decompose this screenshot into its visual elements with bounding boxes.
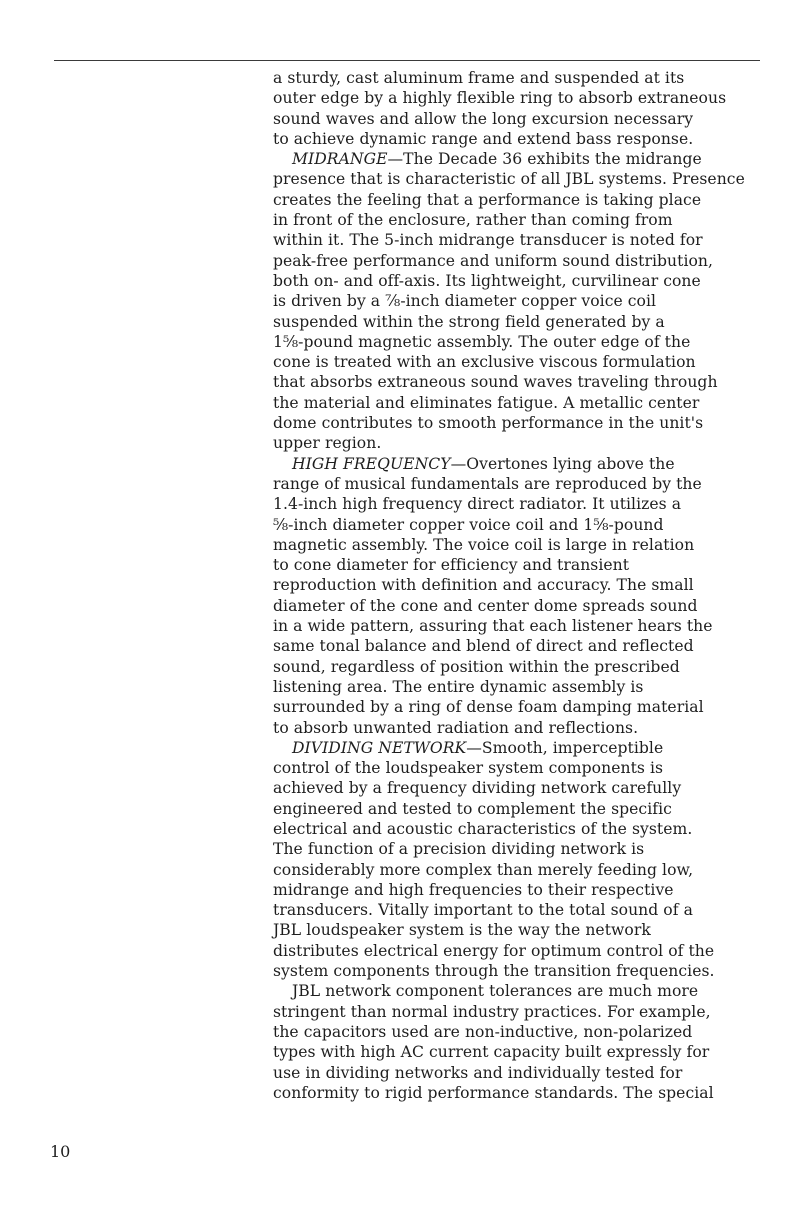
text-line: considerably more complex than merely feeding low,: [273, 860, 694, 879]
text-line: electrical and acoustic characteristics of the system.: [273, 819, 693, 838]
paragraph-network-tolerances: [273, 981, 753, 1103]
text-line: conformity to rigid performance standards. The special: [273, 1083, 714, 1102]
text-line: upper region.: [273, 434, 382, 453]
text-line: [273, 738, 753, 758]
top-rule: [54, 60, 760, 61]
section-heading-midrange: MIDRANGE: [292, 150, 388, 169]
text-line: suspended within the strong field generated by a: [273, 312, 665, 331]
text-line: distributes electrical energy for optimum control of the: [273, 941, 715, 960]
paragraph-dividing-network: [273, 738, 753, 982]
text-line: JBL loudspeaker system is the way the network: [273, 921, 651, 940]
paragraph-high-frequency: [273, 454, 753, 738]
section-heading-high-frequency: HIGH FREQUENCY: [292, 454, 451, 473]
paragraph-woofer-continuation: [273, 68, 753, 149]
text-line: types with high AC current capacity built expressly for: [273, 1043, 710, 1062]
text-line: sound waves and allow the long excursion necessary: [273, 109, 694, 128]
text-line: a sturdy, cast aluminum frame and suspended at its: [273, 69, 685, 87]
text-line: midrange and high frequencies to their respective: [273, 880, 674, 899]
text-line-rest: —Smooth, imperceptible: [466, 738, 664, 757]
text-line: to cone diameter for efficiency and transient: [273, 556, 630, 575]
text-line: 1⅝-pound magnetic assembly. The outer edge of the: [273, 332, 691, 351]
text-line: diameter of the cone and center dome spreads sound: [273, 596, 698, 615]
text-line: [273, 149, 753, 169]
text-line-rest: —Overtones lying above the: [450, 454, 675, 473]
text-line: is driven by a ⅞-inch diameter copper voice coil: [273, 292, 657, 311]
text-line: achieved by a frequency dividing network carefully: [273, 779, 682, 798]
text-line: range of musical fundamentals are reproduced by the: [273, 474, 702, 493]
text-line: to absorb unwanted radiation and reflections.: [273, 718, 639, 737]
text-line: engineered and tested to complement the specific: [273, 799, 672, 818]
text-line: [273, 454, 753, 474]
text-line: transducers. Vitally important to the total sound of a: [273, 901, 693, 920]
text-line: The function of a precision dividing network is: [273, 840, 645, 859]
text-line: in front of the enclosure, rather than coming from: [273, 211, 673, 230]
text-line: system components through the transition frequencies.: [273, 962, 715, 981]
text-line: peak-free performance and uniform sound distribution,: [273, 251, 714, 270]
text-line: listening area. The entire dynamic assembly is: [273, 677, 644, 696]
text-line: magnetic assembly. The voice coil is large in relation: [273, 535, 695, 554]
text-line: to achieve dynamic range and extend bass response.: [273, 129, 694, 148]
text-line: JBL network component tolerances are much more: [292, 982, 699, 1001]
text-line: in a wide pattern, assuring that each listener hears the: [273, 617, 713, 636]
text-line: the capacitors used are non-inductive, non-polarized: [273, 1022, 693, 1041]
text-line: use in dividing networks and individually tested for: [273, 1063, 683, 1082]
text-line: presence that is characteristic of all JBL systems. Presence: [273, 170, 745, 189]
text-line: the material and eliminates fatigue. A metallic center: [273, 393, 700, 412]
text-line: creates the feeling that a performance is taking place: [273, 190, 702, 209]
section-heading-dividing-network: DIVIDING NETWORK: [292, 738, 467, 757]
text-line: within it. The 5-inch midrange transducer is noted for: [273, 231, 703, 250]
text-line: same tonal balance and blend of direct and reflected: [273, 637, 694, 656]
text-line: stringent than normal industry practices. For example,: [273, 1002, 711, 1021]
text-line: dome contributes to smooth performance in the unit's: [273, 414, 704, 433]
text-line: cone is treated with an exclusive viscous formulation: [273, 353, 696, 372]
text-line: surrounded by a ring of dense foam damping material: [273, 698, 704, 717]
paragraph-midrange: [273, 149, 753, 453]
text-line-rest: —The Decade 36 exhibits the midrange: [387, 150, 702, 169]
text-line: 1.4-inch high frequency direct radiator. It utilizes a: [273, 495, 682, 514]
text-line: sound, regardless of position within the prescribed: [273, 657, 680, 676]
text-line: that absorbs extraneous sound waves traveling through: [273, 373, 718, 392]
text-line: outer edge by a highly flexible ring to absorb extraneous: [273, 89, 727, 108]
text-line: both on- and off-axis. Its lightweight, curvilinear cone: [273, 271, 701, 290]
page-number: 10: [50, 1142, 71, 1161]
text-line: reproduction with definition and accuracy. The small: [273, 576, 694, 595]
text-line: ⅝-inch diameter copper voice coil and 1⅝-pound: [273, 515, 664, 534]
body-text-column: [273, 68, 753, 1103]
text-line: control of the loudspeaker system components is: [273, 759, 664, 778]
